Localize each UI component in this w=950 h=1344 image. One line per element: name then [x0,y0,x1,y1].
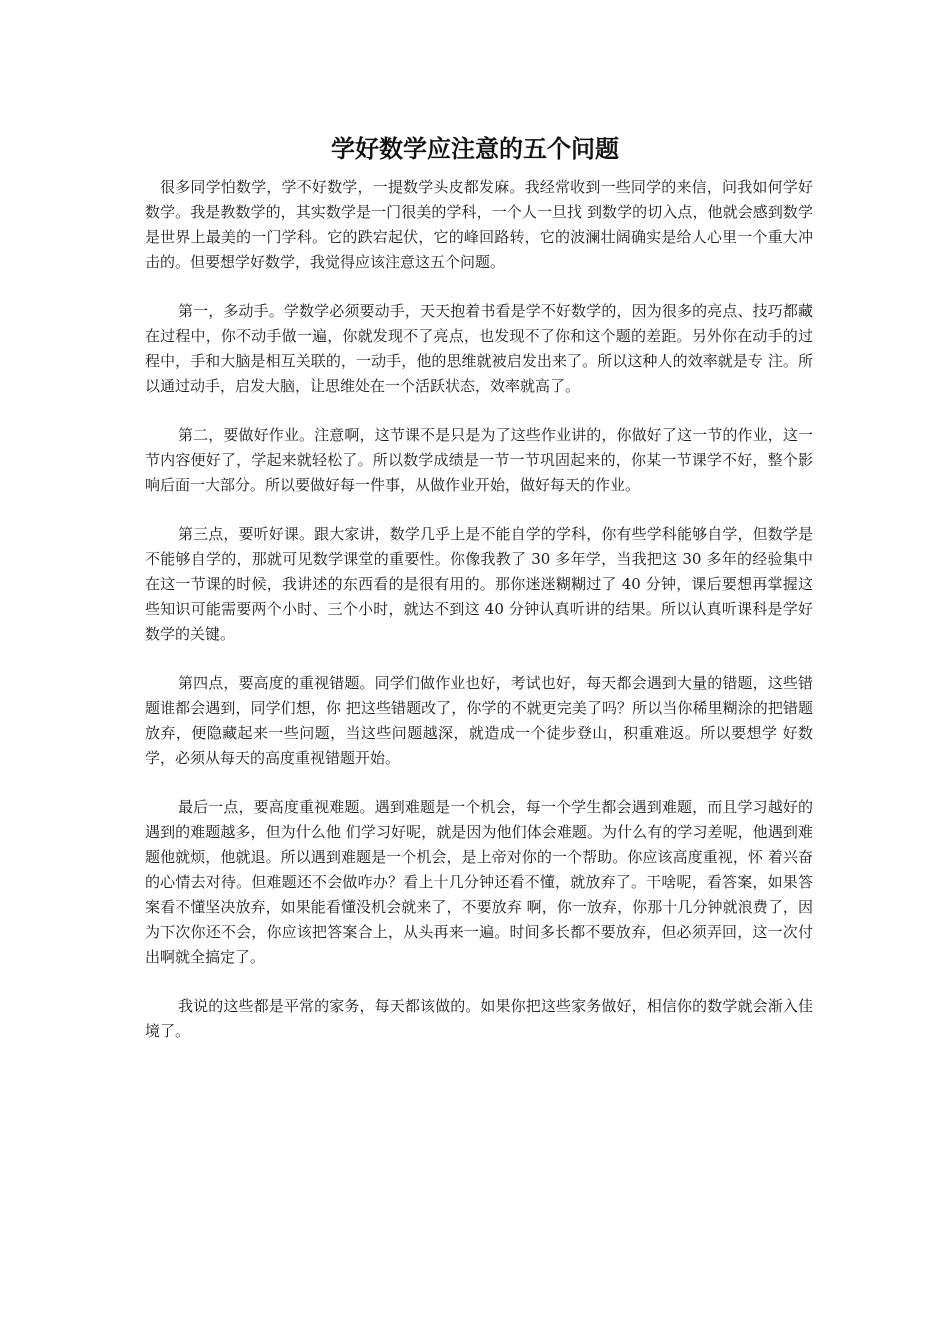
paragraph-intro: 很多同学怕数学，学不好数学，一提数学头皮都发麻。我经常收到一些同学的来信，问我如何学好数学。我是教数学的，其实数学是一门很美的学科，一个人一旦找 到数学的切入点，他就会感到数学是世界上最美的一门学科。它的跌宕起伏，它的峰回路转，它的波澜壮阔确实是给人心里一个重大冲击的。但要想学好数学，我觉得应该注意这五个问题。 [145,178,813,271]
page-title: 学好数学应注意的五个问题 [331,134,619,163]
paragraph-conclusion: 我说的这些都是平常的家务，每天都该做的。如果你把这些家务做好，相信你的数学就会渐入佳境了。 [145,997,813,1040]
document-body [145,175,813,1068]
paragraph-point-1: 第一，多动手。学数学必须要动手，天天抱着书看是学不好数学的，因为很多的亮点、技巧都藏在过程中，你不动手做一遍，你就发现不了亮点，也发现不了你和这个题的差距。另外你在动手的过程中，手和大脑是相互关联的，一动手，他的思维就被启发出来了。所以这种人的效率就是专 注。所以通过动手，启发大脑，让思维处在一个活跃状态，效率就高了。 [145,302,813,395]
paragraph-point-2: 第二，要做好作业。注意啊，这节课不是只是为了这些作业讲的，你做好了这一节的作业，这一节内容便好了，学起来就轻松了。所以数学成绩是一节一节巩固起来的，你某一节课学不好，整个影响后面一大部分。所以要做好每一件事，从做作业开始，做好每天的作业。 [145,426,813,494]
paragraph-point-4: 第四点，要高度的重视错题。同学们做作业也好，考试也好，每天都会遇到大量的错题，这些错题谁都会遇到，同学们想，你 把这些错题改了，你学的不就更完美了吗？所以当你稀里糊涂的把错题放弃，便隐藏起来一些问题，当这些问题越深，就造成一个徒步登山，积重难返。所以要想学 好数学，必须从每天的高度重视错题开始。 [145,674,813,767]
paragraph-point-5: 最后一点，要高度重视难题。遇到难题是一个机会，每一个学生都会遇到难题，而且学习越好的遇到的难题越多，但为什么他 们学习好呢，就是因为他们体会难题。为什么有的学习差呢，他遇到难题他就烦，他就退。所以遇到难题是一个机会，是上帝对你的一个帮助。你应该高度重视，怀 着兴奋的心情去对待。但难题还不会做咋办？看上十几分钟还看不懂，就放弃了。干啥呢，看答案，如果答案看不懂坚决放弃，如果能看懂没机会就来了，不要放弃 啊，你一放弃，你那十几分钟就浪费了，因为下次你还不会，你应该把答案合上，从头再来一遍。时间多长都不要放弃，但必须弄回，这一次付出啊就全搞定了。 [145,798,813,966]
paragraph-point-3: 第三点，要听好课。跟大家讲，数学几乎上是不能自学的学科，你有些学科能够自学，但数学是不能够自学的，那就可见数学课堂的重要性。你像我教了 30 多年学，当我把这 30 多年的经验集中在这一节课的时候，我讲述的东西看的是很有用的。那你迷迷糊糊过了 40 分钟，课后要想再掌握这些知识可能需要两个小时、三个小时，就达不到这 40 分钟认真听讲的结果。所以认真听课科是学好数学的关键。 [145,525,813,643]
